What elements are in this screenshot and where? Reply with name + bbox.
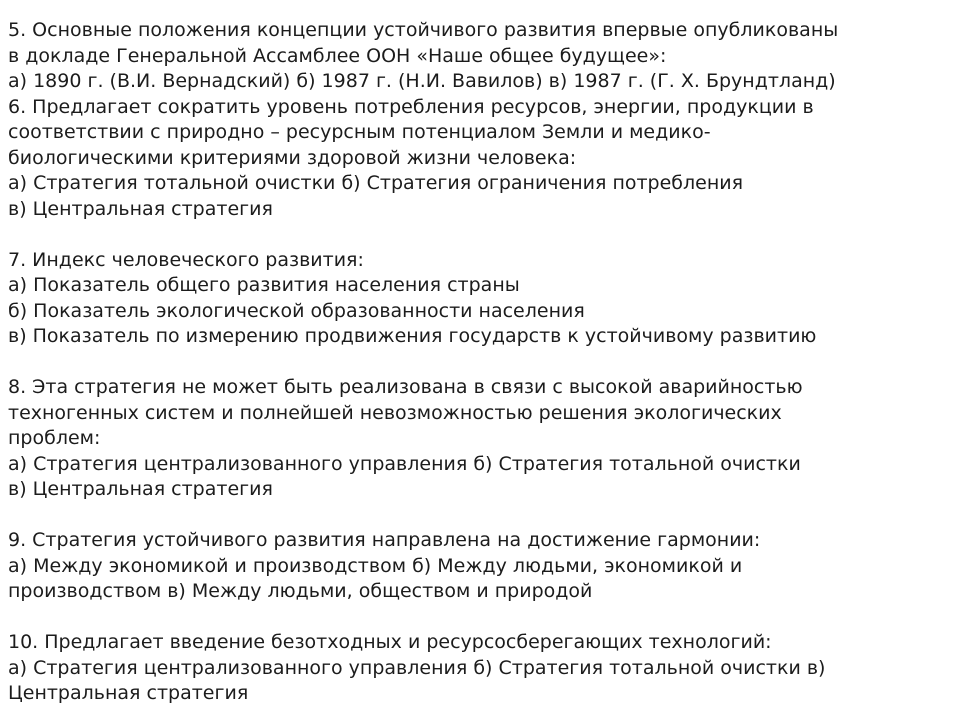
- question-9-answers-1: а) Между экономикой и производством б) Между людьми, экономикой и: [8, 554, 743, 577]
- question-7-answer-b: б) Показатель экологической образованности населения: [8, 299, 585, 322]
- question-9: [8, 528, 952, 605]
- question-7-answer-a: а) Показатель общего развития населения страны: [8, 274, 520, 296]
- question-9-line-1: 9. Стратегия устойчивого развития направлена на достижение гармонии:: [8, 529, 761, 551]
- question-8-line-3: проблем:: [8, 427, 101, 449]
- question-5-line-1: 5. Основные положения концепции устойчивого развития впервые опубликованы: [8, 19, 839, 41]
- question-7-answer-c: в) Показатель по измерению продвижения государств к устойчивому развитию: [8, 325, 817, 347]
- document-body: [8, 18, 952, 707]
- question-10-answers-1: а) Стратегия централизованного управления б) Стратегия тотальной очистки в): [8, 656, 826, 679]
- question-6-answers-2: в) Центральная стратегия: [8, 197, 273, 220]
- question-5-answers: а) 1890 г. (В.И. Вернадский) б) 1987 г. (Н.И. Вавилов) в) 1987 г. (Г. Х. Брундтланд): [8, 70, 836, 92]
- question-6-line-3: биологическими критериями здоровой жизни человека:: [8, 146, 577, 169]
- question-10-line-1: 10. Предлагает введение безотходных и ресурсосберегающих технологий:: [8, 631, 772, 653]
- question-8-line-1: 8. Эта стратегия не может быть реализована в связи с высокой аварийностью: [8, 376, 803, 398]
- question-6: [8, 95, 952, 223]
- question-6-line-2: соответствии с природно – ресурсным потенциалом Земли и медико-: [8, 121, 711, 143]
- question-5: [8, 18, 952, 95]
- question-6-line-1: 6. Предлагает сократить уровень потребления ресурсов, энергии, продукции в: [8, 95, 814, 118]
- question-10: [8, 630, 952, 707]
- question-8-line-2: техногенных систем и полнейшей невозможностью решения экологических: [8, 401, 782, 424]
- question-8-answers-1: а) Стратегия централизованного управления б) Стратегия тотальной очистки: [8, 452, 801, 475]
- question-8: [8, 375, 952, 503]
- question-8-answers-2: в) Центральная стратегия: [8, 478, 273, 500]
- question-6-answers-1: а) Стратегия тотальной очистки б) Стратегия ограничения потребления: [8, 172, 744, 194]
- question-7: [8, 248, 952, 350]
- question-7-line-1: 7. Индекс человеческого развития:: [8, 248, 364, 271]
- question-5-line-2: в докладе Генеральной Ассамблее ООН «Наше общее будущее»:: [8, 44, 667, 67]
- question-10-answers-2: Центральная стратегия: [8, 682, 249, 704]
- question-9-answers-2: производством в) Между людьми, обществом и природой: [8, 580, 593, 602]
